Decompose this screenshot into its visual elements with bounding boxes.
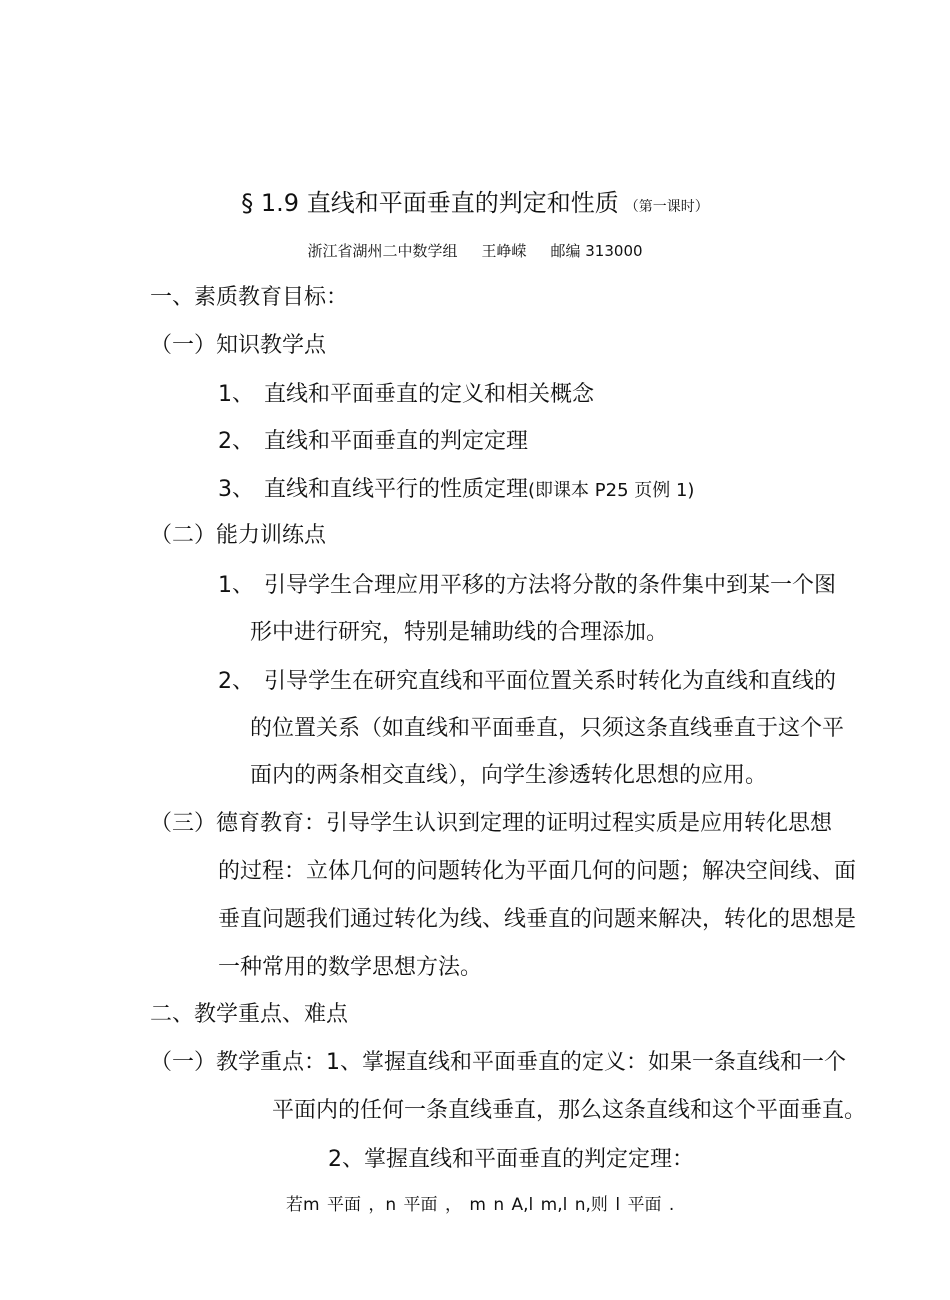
moral-education-line: （三）德育教育：引导学生认识到定理的证明过程实质是应用转化思想 — [150, 811, 833, 836]
moral-education-line: 垂直问题我们通过转化为线、线垂直的问题来解决，转化的思想是 — [218, 907, 857, 932]
moral-education-line: 的过程：立体几何的问题转化为平面几何的问题；解决空间线、面 — [218, 859, 857, 884]
section1-heading: 一、素质教育目标： — [150, 285, 349, 310]
knowledge-item — [218, 428, 528, 456]
item-number: 2、 — [218, 429, 254, 454]
byline — [0, 240, 950, 262]
item-text: 直线和平面垂直的定义和相关概念 — [264, 382, 595, 407]
item-number: 1、 — [218, 573, 254, 598]
subsection-ability-heading: （二）能力训练点 — [150, 523, 327, 548]
ability-item-line: 形中进行研究，特别是辅助线的合理添加。 — [250, 620, 669, 645]
item-number: 2、 — [218, 669, 254, 694]
key-point-line: （一）教学重点：1、掌握直线和平面垂直的定义：如果一条直线和一个 — [150, 1050, 846, 1075]
theorem-formula: 若m 平面 ，n 平面 ， m n A,l m,l n,则 l 平面 . — [286, 1195, 675, 1215]
item-number: 1、 — [218, 382, 254, 407]
moral-education-line: 一种常用的数学思想方法。 — [218, 955, 483, 980]
key-point-theorem-heading: 2、掌握直线和平面垂直的判定定理： — [328, 1147, 694, 1172]
subsection-knowledge-heading: （一）知识教学点 — [150, 333, 327, 358]
item-number: 3、 — [218, 477, 254, 502]
key-point-line: 平面内的任何一条直线垂直，那么这条直线和这个平面垂直。 — [272, 1098, 867, 1123]
ability-item-line: 的位置关系（如直线和平面垂直，只须这条直线垂直于这个平 — [250, 716, 845, 741]
ability-item-line — [218, 572, 836, 600]
item-text: 引导学生合理应用平移的方法将分散的条件集中到某一个图 — [264, 573, 837, 598]
item-text: 引导学生在研究直线和平面位置关系时转化为直线和直线的 — [264, 669, 837, 694]
section2-heading: 二、教学重点、难点 — [150, 1002, 349, 1027]
title-text: § 1.9 直线和平面垂直的判定和性质 — [241, 189, 619, 217]
page-title — [0, 187, 950, 223]
byline-org: 浙江省湖州二中数学组 — [307, 242, 458, 260]
byline-author: 王峥嵘 — [481, 242, 527, 260]
ability-item-line — [218, 668, 836, 696]
title-note: （第一课时） — [624, 199, 709, 215]
item-text: 直线和直线平行的性质定理 — [264, 477, 529, 502]
knowledge-item — [218, 476, 694, 505]
item-text: 直线和平面垂直的判定定理 — [264, 429, 529, 454]
byline-postcode: 邮编 313000 — [550, 242, 643, 260]
ability-item-line: 面内的两条相交直线），向学生渗透转化思想的应用。 — [250, 763, 768, 788]
item-note: (即课本 P25 页例 1) — [528, 480, 695, 501]
knowledge-item — [218, 381, 594, 409]
